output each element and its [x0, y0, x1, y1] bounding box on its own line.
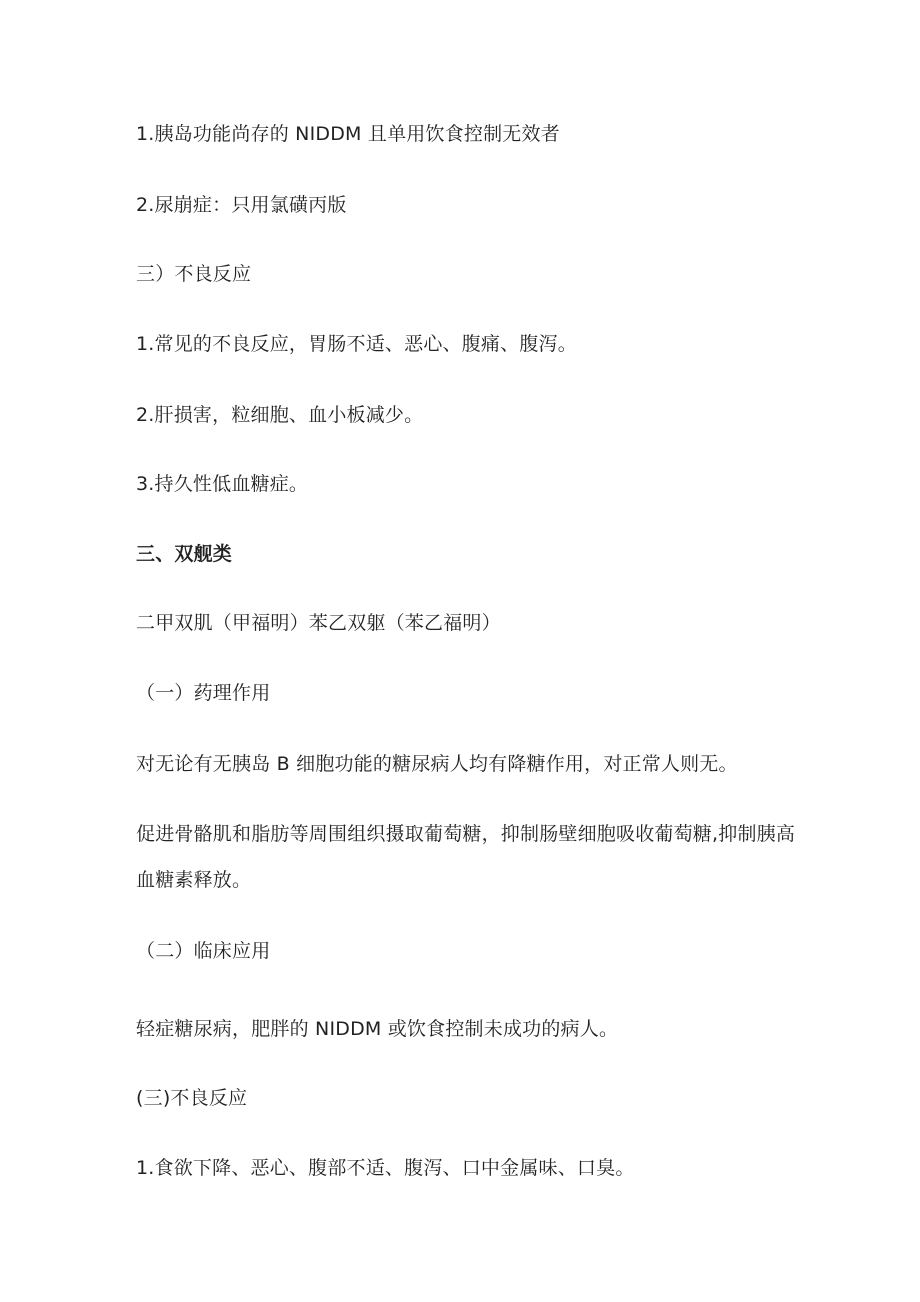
subheading-pharmacology: （一）药理作用: [136, 682, 271, 704]
text-line-pharmacology-1: 对无论有无胰岛 B 细胞功能的糖尿病人均有降糖作用，对正常人则无。: [136, 753, 738, 775]
text-line-indication-2: 2.尿崩症：只用氯磺丙版: [136, 194, 347, 216]
section-heading-biguanides: 三、双舰类: [136, 543, 233, 565]
text-line-adverse-1: 1.常见的不良反应，胃肠不适、恶心、腹痛、腹泻。: [136, 333, 577, 355]
text-line-clinical-use: 轻症糖尿病，肥胖的 NIDDM 或饮食控制未成功的病人。: [136, 1018, 619, 1040]
text-line-drug-names: 二甲双肌（甲福明）苯乙双躯（苯乙福明）: [136, 612, 501, 634]
subheading-adverse-reactions: (三)不良反应: [136, 1087, 248, 1109]
text-line-adverse-biguanide-1: 1.食欲下降、恶心、腹部不适、腹泻、口中金属味、口臭。: [136, 1157, 635, 1179]
text-paragraph-pharmacology-2: 促进骨骼肌和脂肪等周围组织摄取葡萄糖，抑制肠壁细胞吸收葡萄糖,抑制胰高血糖素释放。: [136, 823, 796, 891]
subheading-clinical-use: （二）临床应用: [136, 940, 271, 962]
section-heading-adverse-reactions: 三）不良反应: [136, 263, 252, 285]
text-line-adverse-3: 3.持久性低血糖症。: [136, 473, 309, 495]
text-line-adverse-2: 2.肝损害，粒细胞、血小板减少。: [136, 404, 424, 426]
text-line-indication-1: 1.胰岛功能尚存的 NIDDM 且单用饮食控制无效者: [136, 123, 560, 145]
